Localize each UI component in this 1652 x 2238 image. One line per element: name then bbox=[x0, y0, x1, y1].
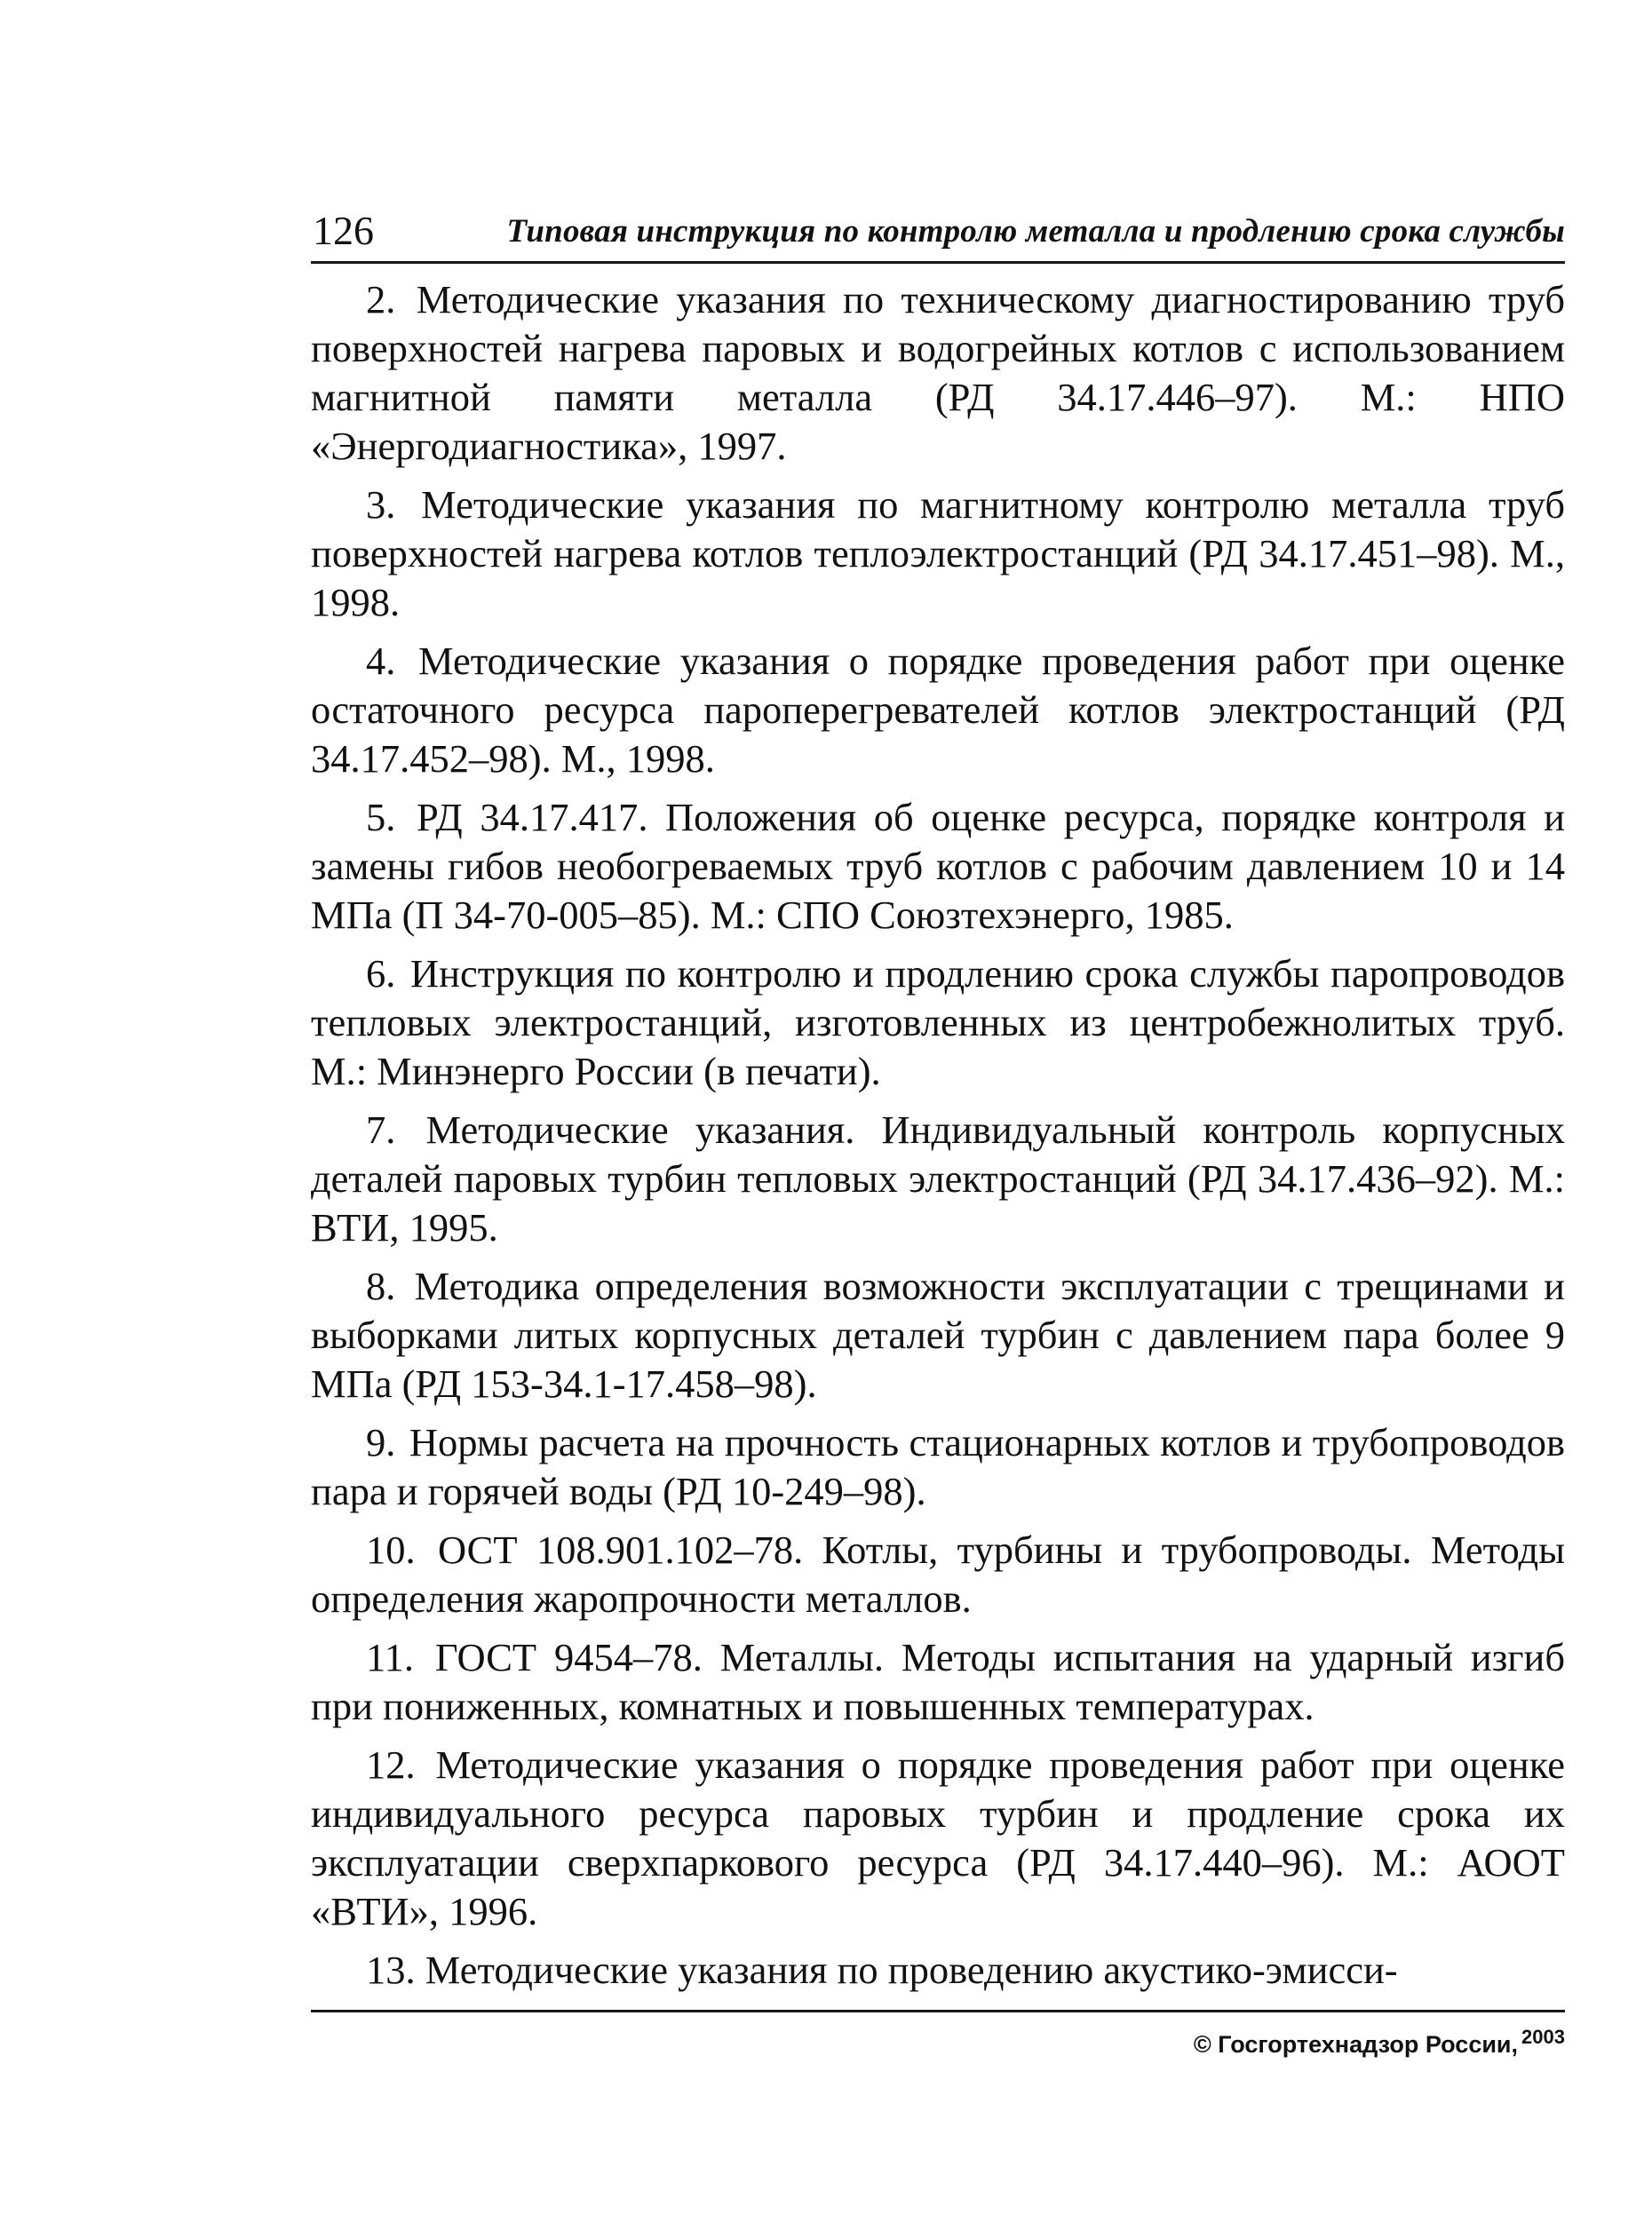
reference-text: Методические указания. Индивидуальный контроль корпусных деталей паровых турбин тепловых электростанций (РД 34.17.436–92). М.: ВТИ, 1995. bbox=[311, 1107, 1565, 1250]
running-header bbox=[311, 206, 1565, 264]
reference-number: 10. bbox=[366, 1528, 416, 1572]
reference-text: Методика определения возможности эксплуатации с трещинами и выборками литых корпусных деталей турбин с давлением пара более 9 МПа (РД 153-34.1-17.458–98). bbox=[311, 1264, 1565, 1406]
reference-text: ОСТ 108.901.102–78. Котлы, турбины и трубопроводы. Методы определения жаропрочности металлов. bbox=[311, 1528, 1566, 1621]
reference-item bbox=[311, 1526, 1565, 1623]
copyright-text: © Госгортехнадзор России, bbox=[1193, 2031, 1519, 2058]
reference-number: 3. bbox=[366, 482, 396, 527]
reference-text: Методические указания по магнитному контролю металла труб поверхностей нагрева котлов теплоэлектростанций (РД 34.17.451–98). М., 1998. bbox=[311, 482, 1566, 624]
reference-item bbox=[311, 1106, 1565, 1252]
reference-item bbox=[311, 637, 1565, 783]
reference-number: 9. bbox=[366, 1420, 396, 1464]
page-number: 126 bbox=[313, 208, 374, 253]
reference-text: Методические указания по техническому диагностированию труб поверхностей нагрева паровых и водогрейных котлов с использованием магнитной памяти металла (РД 34.17.446–97). М.: НПО «Энергодиагностика», 1997. bbox=[311, 277, 1566, 468]
running-title: Типовая инструкция по контролю металла и продлению срока службы bbox=[506, 213, 1565, 250]
reference-number: 11. bbox=[366, 1635, 414, 1679]
reference-item bbox=[311, 1946, 1565, 1995]
copyright-year: 2003 bbox=[1521, 2026, 1565, 2048]
reference-text: Инструкция по контролю и продлению срока службы паропроводов тепловых электростанций, изготовленных из центробежнолитых труб. М.: Минэнерго России (в печати). bbox=[311, 951, 1566, 1093]
reference-item bbox=[311, 480, 1565, 627]
reference-text: Нормы расчета на прочность стационарных котлов и трубопроводов пара и горячей воды (РД 10-249–98). bbox=[311, 1420, 1565, 1513]
reference-text: Методические указания о порядке проведения работ при оценке остаточного ресурса пароперегревателей котлов электростанций (РД 34.17.452–98). М., 1998. bbox=[311, 639, 1565, 781]
reference-item bbox=[311, 1262, 1565, 1409]
reference-text: ГОСТ 9454–78. Металлы. Методы испытания на ударный изгиб при пониженных, комнатных и повышенных температурах. bbox=[311, 1635, 1566, 1728]
reference-item bbox=[311, 793, 1565, 940]
reference-item bbox=[311, 949, 1565, 1096]
footer-divider bbox=[311, 2010, 1565, 2012]
reference-number: 5. bbox=[366, 795, 396, 839]
copyright-notice bbox=[1194, 2028, 1565, 2062]
reference-number: 7. bbox=[366, 1107, 396, 1152]
reference-number: 6. bbox=[366, 951, 396, 996]
reference-text: Методические указания по проведению акустико-эмисси- bbox=[425, 1948, 1398, 1992]
reference-item bbox=[311, 1741, 1565, 1936]
reference-text: РД 34.17.417. Положения об оценке ресурса, порядке контроля и замены гибов необогреваемых труб котлов с рабочим давлением 10 и 14 МПа (П 34-70-005–85). М.: СПО Союзтехэнерго, 1985. bbox=[311, 795, 1565, 937]
reference-item bbox=[311, 1633, 1565, 1731]
reference-text: Методические указания о порядке проведения работ при оценке индивидуального ресурса паровых турбин и продление срока их эксплуатации сверхпаркового ресурса (РД 34.17.440–96). М.: АООТ «ВТИ», 1996. bbox=[311, 1742, 1565, 1933]
reference-number: 8. bbox=[366, 1264, 396, 1308]
reference-number: 13. bbox=[366, 1948, 416, 1992]
reference-list bbox=[311, 275, 1565, 1995]
reference-item bbox=[311, 275, 1565, 471]
reference-number: 2. bbox=[366, 277, 396, 321]
reference-number: 12. bbox=[366, 1742, 416, 1787]
reference-number: 4. bbox=[366, 639, 396, 683]
reference-item bbox=[311, 1418, 1565, 1516]
